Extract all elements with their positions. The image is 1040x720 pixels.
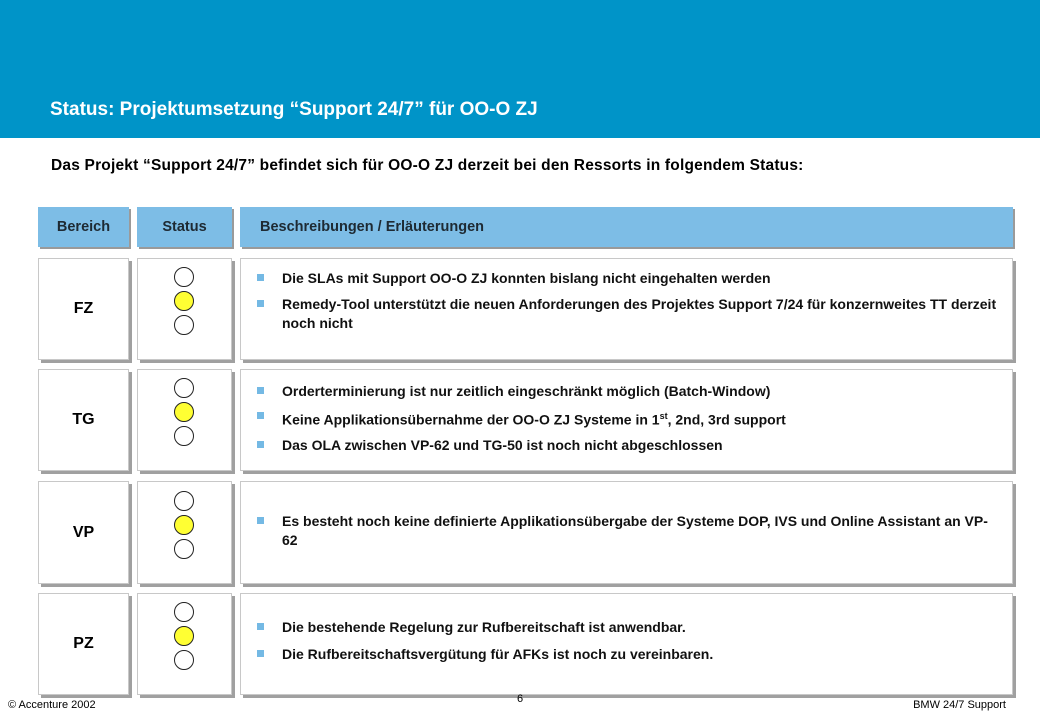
footer-client: BMW 24/7 Support [913,699,1006,711]
red-light [174,602,194,622]
row-vp-description [240,481,1013,584]
list-item: Remedy-Tool unterstützt die neuen Anforderungen des Projektes Support 7/24 für konzernweites TT derzeit noch nicht [257,295,1002,333]
row-vp-status [137,481,232,584]
column-header-status: Status [137,207,232,247]
row-pz-bereich: PZ [38,593,129,695]
red-light [174,267,194,287]
list-item: Es besteht noch keine definierte Applikationsübergabe der Systeme DOP, IVS und Online Assistant an VP-62 [257,512,1002,550]
green-light [174,426,194,446]
row-fz-status [137,258,232,360]
slide-title: Status: Projektumsetzung “Support 24/7” für OO-O ZJ [50,99,538,120]
traffic-light-icon [174,378,198,450]
green-light [174,650,194,670]
column-header-bereich: Bereich [38,207,129,247]
traffic-light-icon [174,267,198,339]
list-item: Das OLA zwischen VP-62 und TG-50 ist noch nicht abgeschlossen [257,436,1002,455]
traffic-light-icon [174,491,198,563]
row-tg-status [137,369,232,471]
red-light [174,378,194,398]
intro-text: Das Projekt “Support 24/7” befindet sich für OO-O ZJ derzeit bei den Ressorts in folgendem Status: [51,157,804,174]
row-tg-bereich: TG [38,369,129,471]
yellow-light [174,402,194,422]
row-pz-status [137,593,232,695]
row-fz-bereich: FZ [38,258,129,360]
list-item: Die Rufbereitschaftsvergütung für AFKs ist noch zu vereinbaren. [257,645,1002,664]
footer-copyright: © Accenture 2002 [8,699,96,711]
traffic-light-icon [174,602,198,674]
row-pz-description [240,593,1013,695]
column-header-beschreibung: Beschreibungen / Erläuterungen [240,207,1013,247]
list-item: Keine Applikationsübernahme der OO-O ZJ Systeme in 1st, 2nd, 3rd support [257,407,1002,430]
green-light [174,539,194,559]
row-vp-bereich: VP [38,481,129,584]
row-tg-description [240,369,1013,471]
yellow-light [174,626,194,646]
yellow-light [174,291,194,311]
list-item: Orderterminierung ist nur zeitlich eingeschränkt möglich (Batch-Window) [257,382,1002,401]
row-fz-description [240,258,1013,360]
list-item: Die bestehende Regelung zur Rufbereitschaft ist anwendbar. [257,618,1002,637]
red-light [174,491,194,511]
green-light [174,315,194,335]
page-number: 6 [517,693,524,705]
list-item: Die SLAs mit Support OO-O ZJ konnten bislang nicht eingehalten werden [257,269,1002,288]
yellow-light [174,515,194,535]
